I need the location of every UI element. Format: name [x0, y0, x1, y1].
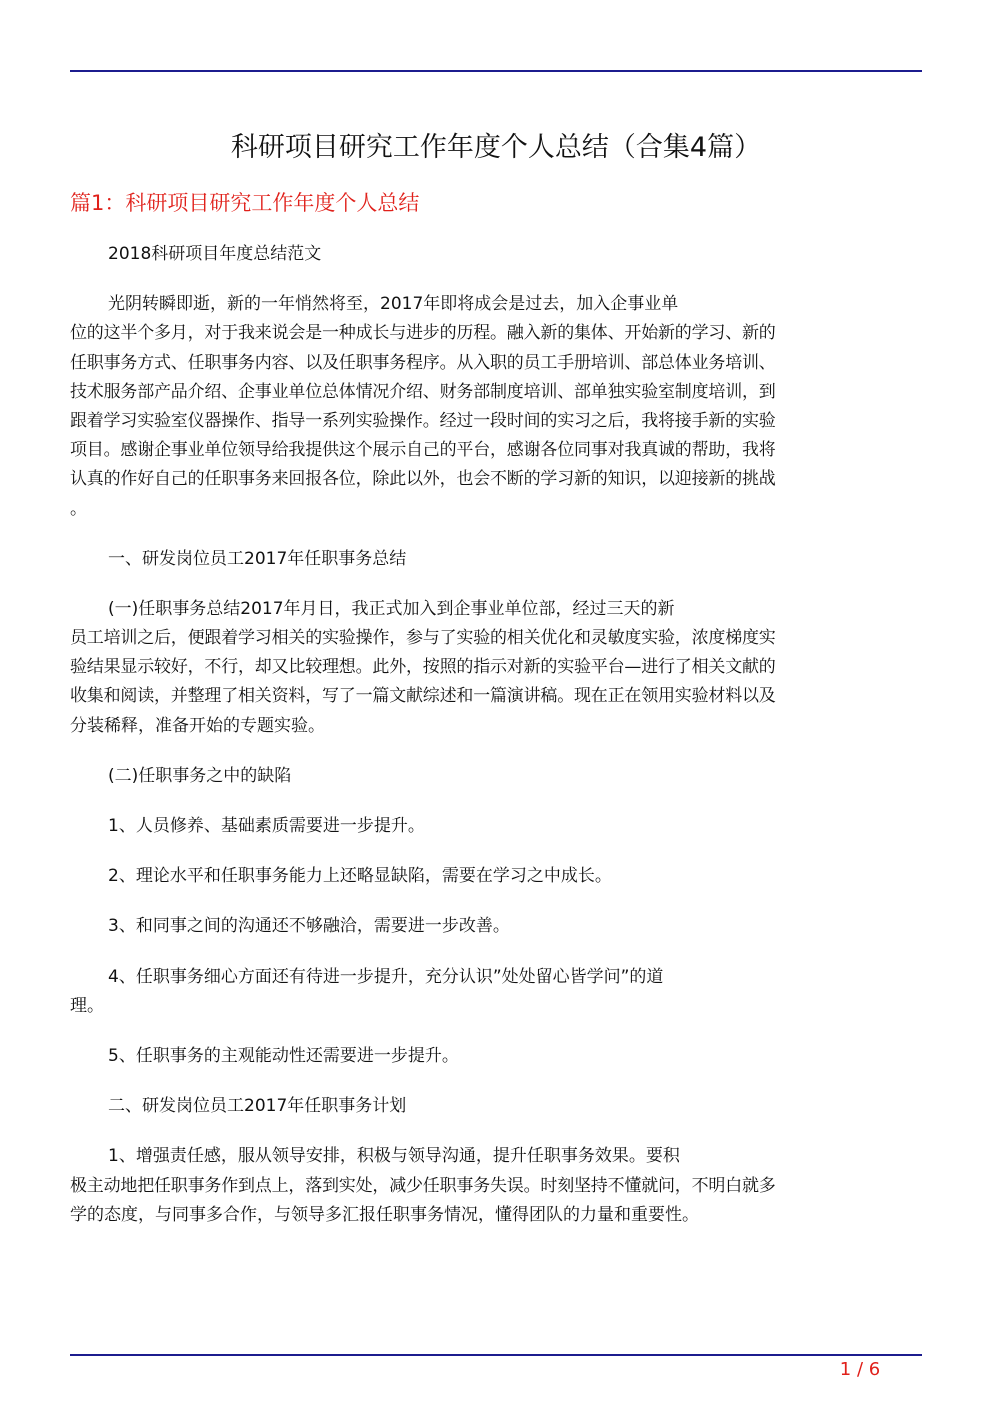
paragraph-line: (一)任职事务总结2017年月日，我正式加入到企事业单位部，经过三天的新	[108, 598, 675, 619]
paragraph-line: 极主动地把任职事务作到点上，落到实处，减少任职事务失误。时刻坚持不懂就问，不明白就多	[70, 1175, 776, 1196]
paragraph-line: 光阴转瞬即逝，新的一年悄然将至，2017年即将成会是过去，加入企事业单	[108, 294, 679, 315]
section-heading: 篇1：科研项目研究工作年度个人总结	[70, 191, 420, 215]
paragraph-line: 理。	[70, 995, 104, 1016]
deficiency-item: 2、理论水平和任职事务能力上还略显缺陷，需要在学习之中成长。	[108, 866, 612, 887]
deficiency-item	[70, 963, 912, 1021]
document-body	[70, 240, 912, 1230]
page-number: 1 / 6	[839, 1359, 881, 1380]
footer-rule	[70, 1354, 922, 1356]
paragraph-line: 任职事务方式、任职事务内容、以及任职事务程序。从入职的员工手册培训、部总体业务培训、	[70, 352, 776, 373]
deficiency-item: 3、和同事之间的沟通还不够融洽，需要进一步改善。	[108, 916, 510, 937]
paragraph-line: 项目。感谢企事业单位领导给我提供这个展示自己的平台，感谢各位同事对我真诚的帮助，我将	[70, 440, 776, 461]
plan-item	[70, 1142, 912, 1230]
paragraph-line: 1、增强责任感，服从领导安排，积极与领导沟通，提升任职事务效果。要积	[108, 1146, 680, 1167]
deficiency-item: 5、任职事务的主观能动性还需要进一步提升。	[108, 1045, 459, 1066]
paragraph-line: 验结果显示较好，不行，却又比较理想。此外，按照的指示对新的实验平台—进行了相关文献的	[70, 657, 776, 678]
part2-heading: 二、研发岗位员工2017年任职事务计划	[108, 1096, 407, 1117]
paragraph-line: 。	[70, 498, 87, 519]
part1-heading: 一、研发岗位员工2017年任职事务总结	[108, 548, 407, 569]
document-title: 科研项目研究工作年度个人总结（合集4篇）	[230, 132, 762, 163]
paragraph-line: 位的这半个多月，对于我来说会是一种成长与进步的历程。融入新的集体、开始新的学习、新的	[70, 323, 776, 344]
paragraph-line: 分装稀释，准备开始的专题实验。	[70, 715, 325, 736]
paragraph-line: 学的态度，与同事多合作，与领导多汇报任职事务情况，懂得团队的力量和重要性。	[70, 1204, 699, 1225]
paragraph-line: 员工培训之后，便跟着学习相关的实验操作，参与了实验的相关优化和灵敏度实验，浓度梯度实	[70, 628, 776, 649]
subtitle-line: 2018科研项目年度总结范文	[108, 244, 322, 264]
paragraph-line: 认真的作好自己的任职事务来回报各位，除此以外，也会不断的学习新的知识，以迎接新的挑战	[70, 469, 776, 490]
paragraph-line: 收集和阅读，并整理了相关资料，写了一篇文献综述和一篇演讲稿。现在正在领用实验材料以及	[70, 686, 776, 707]
deficiency-heading: (二)任职事务之中的缺陷	[108, 765, 292, 786]
paragraph-line: 技术服务部产品介绍、企事业单位总体情况介绍、财务部制度培训、部单独实验室制度培训，到	[70, 381, 776, 402]
paragraph-line: 4、任职事务细心方面还有待进一步提升，充分认识”处处留心皆学问”的道	[108, 966, 664, 987]
intro-paragraph	[70, 290, 912, 524]
deficiency-item: 1、人员修养、基础素质需要进一步提升。	[108, 816, 425, 836]
paragraph-line: 跟着学习实验室仪器操作、指导一系列实验操作。经过一段时间的实习之后，我将接手新的实验	[70, 410, 776, 431]
part1-summary-paragraph	[70, 595, 912, 741]
header-rule	[70, 70, 922, 72]
